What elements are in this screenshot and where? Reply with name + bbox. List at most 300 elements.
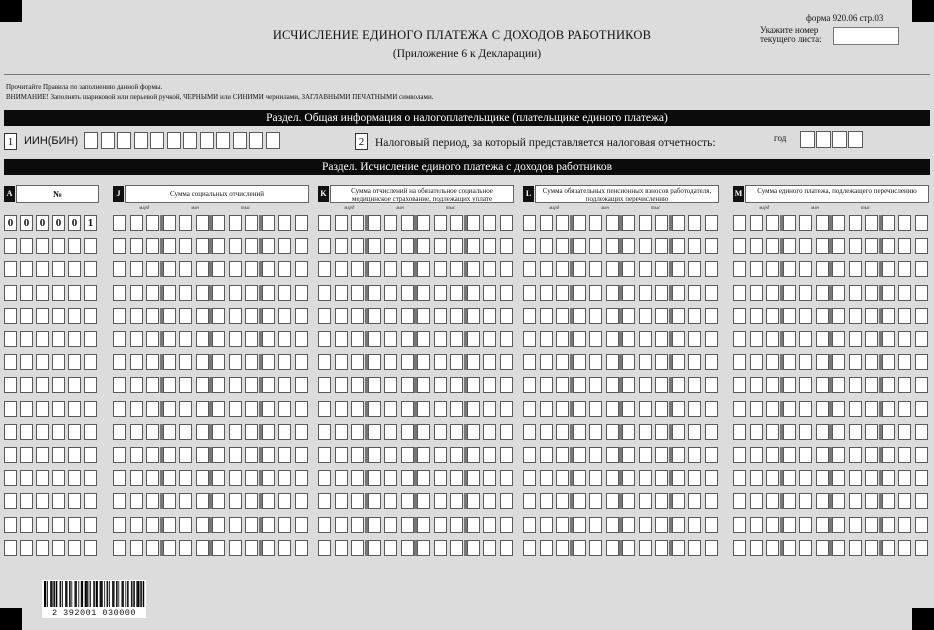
column-m-digit-box[interactable]: [915, 238, 928, 254]
column-m-digit-box[interactable]: [733, 377, 746, 393]
row-number-digit[interactable]: 0: [68, 215, 81, 231]
column-k-digit-box[interactable]: [434, 285, 447, 301]
column-l-digit-box[interactable]: [705, 540, 718, 556]
column-m-digit-box[interactable]: [832, 540, 845, 556]
column-m-digit-box[interactable]: [832, 308, 845, 324]
iin-bin-digit-box[interactable]: [249, 132, 263, 149]
column-l-digit-box[interactable]: [705, 285, 718, 301]
column-k-digit-box[interactable]: [335, 401, 348, 417]
column-l-digit-box[interactable]: [540, 517, 553, 533]
column-k-digit-box[interactable]: [417, 261, 430, 277]
column-j-digit-box[interactable]: [229, 377, 242, 393]
column-j-digit-box[interactable]: [229, 285, 242, 301]
column-k-digit-box[interactable]: [417, 215, 430, 231]
column-m-digit-box[interactable]: [898, 377, 911, 393]
column-l-digit-box[interactable]: [589, 470, 602, 486]
column-k-digit-box[interactable]: [417, 401, 430, 417]
column-k-digit-box[interactable]: [384, 540, 397, 556]
row-number-digit-box[interactable]: [84, 261, 97, 277]
column-k-digit-box[interactable]: [401, 493, 414, 509]
column-k-digit-box[interactable]: [368, 401, 381, 417]
column-k-digit-box[interactable]: [351, 354, 364, 370]
column-m-digit-box[interactable]: [882, 540, 895, 556]
column-j-digit-box[interactable]: [245, 424, 258, 440]
column-k-digit-box[interactable]: [368, 517, 381, 533]
column-m-digit-box[interactable]: [766, 354, 779, 370]
column-l-digit-box[interactable]: [705, 331, 718, 347]
row-number-digit-box[interactable]: [68, 424, 81, 440]
column-l-digit-box[interactable]: [573, 331, 586, 347]
column-k-digit-box[interactable]: [434, 238, 447, 254]
column-j-digit-box[interactable]: [146, 470, 159, 486]
column-j-digit-box[interactable]: [113, 354, 126, 370]
column-m-digit-box[interactable]: [733, 261, 746, 277]
column-k-digit-box[interactable]: [368, 377, 381, 393]
column-k-digit-box[interactable]: [500, 285, 513, 301]
column-m-digit-box[interactable]: [750, 470, 763, 486]
column-l-digit-box[interactable]: [622, 493, 635, 509]
column-m-digit-box[interactable]: [783, 401, 796, 417]
row-number-digit-box[interactable]: [84, 517, 97, 533]
column-l-digit-box[interactable]: [622, 377, 635, 393]
row-number-digit-box[interactable]: [52, 424, 65, 440]
row-number-digit-box[interactable]: [36, 238, 49, 254]
column-m-digit-box[interactable]: [750, 261, 763, 277]
column-m-digit-box[interactable]: [832, 377, 845, 393]
column-l-digit-box[interactable]: [639, 215, 652, 231]
column-m-digit-box[interactable]: [766, 540, 779, 556]
row-number-digit-box[interactable]: [36, 377, 49, 393]
column-j-digit-box[interactable]: [212, 493, 225, 509]
column-j-digit-box[interactable]: [163, 331, 176, 347]
column-k-digit-box[interactable]: [417, 540, 430, 556]
column-j-digit-box[interactable]: [295, 261, 308, 277]
column-k-digit-box[interactable]: [483, 377, 496, 393]
column-k-digit-box[interactable]: [483, 261, 496, 277]
column-j-digit-box[interactable]: [196, 261, 209, 277]
column-k-digit-box[interactable]: [351, 424, 364, 440]
column-k-digit-box[interactable]: [467, 285, 480, 301]
column-j-digit-box[interactable]: [262, 331, 275, 347]
column-m-digit-box[interactable]: [766, 447, 779, 463]
column-j-digit-box[interactable]: [245, 238, 258, 254]
column-m-digit-box[interactable]: [783, 215, 796, 231]
column-j-digit-box[interactable]: [179, 331, 192, 347]
column-m-digit-box[interactable]: [816, 331, 829, 347]
column-j-digit-box[interactable]: [295, 470, 308, 486]
column-l-digit-box[interactable]: [523, 470, 536, 486]
column-k-digit-box[interactable]: [483, 215, 496, 231]
column-k-digit-box[interactable]: [417, 354, 430, 370]
column-j-digit-box[interactable]: [146, 377, 159, 393]
column-j-digit-box[interactable]: [130, 261, 143, 277]
column-j-digit-box[interactable]: [113, 470, 126, 486]
row-number-digit-box[interactable]: [52, 517, 65, 533]
column-k-digit-box[interactable]: [351, 493, 364, 509]
column-j-digit-box[interactable]: [212, 377, 225, 393]
column-j-digit-box[interactable]: [179, 540, 192, 556]
column-j-digit-box[interactable]: [163, 354, 176, 370]
column-k-digit-box[interactable]: [401, 238, 414, 254]
column-k-digit-box[interactable]: [351, 470, 364, 486]
column-l-digit-box[interactable]: [589, 517, 602, 533]
column-k-digit-box[interactable]: [450, 215, 463, 231]
column-m-digit-box[interactable]: [915, 285, 928, 301]
row-number-digit-box[interactable]: [36, 424, 49, 440]
column-k-digit-box[interactable]: [450, 517, 463, 533]
row-number-digit-box[interactable]: [84, 331, 97, 347]
column-m-digit-box[interactable]: [799, 331, 812, 347]
column-k-digit-box[interactable]: [368, 540, 381, 556]
column-k-digit-box[interactable]: [417, 377, 430, 393]
column-k-digit-box[interactable]: [500, 470, 513, 486]
column-l-digit-box[interactable]: [606, 517, 619, 533]
column-m-digit-box[interactable]: [766, 517, 779, 533]
column-l-digit-box[interactable]: [540, 401, 553, 417]
column-k-digit-box[interactable]: [500, 238, 513, 254]
column-l-digit-box[interactable]: [672, 238, 685, 254]
column-l-digit-box[interactable]: [688, 401, 701, 417]
column-l-digit-box[interactable]: [622, 470, 635, 486]
column-j-digit-box[interactable]: [146, 261, 159, 277]
column-j-digit-box[interactable]: [163, 215, 176, 231]
column-k-digit-box[interactable]: [351, 540, 364, 556]
row-number-digit-box[interactable]: [84, 354, 97, 370]
row-number-digit-box[interactable]: [68, 470, 81, 486]
column-l-digit-box[interactable]: [655, 238, 668, 254]
column-l-digit-box[interactable]: [523, 331, 536, 347]
column-j-digit-box[interactable]: [196, 447, 209, 463]
column-m-digit-box[interactable]: [849, 285, 862, 301]
column-k-digit-box[interactable]: [384, 517, 397, 533]
column-m-digit-box[interactable]: [799, 377, 812, 393]
column-l-digit-box[interactable]: [655, 470, 668, 486]
column-l-digit-box[interactable]: [573, 238, 586, 254]
column-k-digit-box[interactable]: [467, 377, 480, 393]
column-k-digit-box[interactable]: [450, 331, 463, 347]
column-m-digit-box[interactable]: [832, 517, 845, 533]
column-l-digit-box[interactable]: [523, 215, 536, 231]
column-m-digit-box[interactable]: [750, 331, 763, 347]
column-j-digit-box[interactable]: [212, 331, 225, 347]
column-l-digit-box[interactable]: [672, 424, 685, 440]
column-k-digit-box[interactable]: [335, 308, 348, 324]
column-j-digit-box[interactable]: [146, 331, 159, 347]
column-k-digit-box[interactable]: [335, 493, 348, 509]
column-k-digit-box[interactable]: [467, 354, 480, 370]
column-j-digit-box[interactable]: [130, 517, 143, 533]
column-k-digit-box[interactable]: [483, 354, 496, 370]
column-m-digit-box[interactable]: [766, 377, 779, 393]
column-j-digit-box[interactable]: [163, 401, 176, 417]
column-l-digit-box[interactable]: [589, 285, 602, 301]
column-k-digit-box[interactable]: [467, 540, 480, 556]
column-m-digit-box[interactable]: [898, 261, 911, 277]
column-k-digit-box[interactable]: [401, 401, 414, 417]
column-l-digit-box[interactable]: [556, 493, 569, 509]
column-k-digit-box[interactable]: [318, 377, 331, 393]
column-m-digit-box[interactable]: [915, 215, 928, 231]
row-number-digit-box[interactable]: [52, 401, 65, 417]
column-m-digit-box[interactable]: [750, 493, 763, 509]
column-l-digit-box[interactable]: [655, 517, 668, 533]
column-l-digit-box[interactable]: [606, 401, 619, 417]
row-number-digit-box[interactable]: [4, 493, 17, 509]
column-j-digit-box[interactable]: [229, 308, 242, 324]
column-j-digit-box[interactable]: [196, 493, 209, 509]
column-m-digit-box[interactable]: [750, 238, 763, 254]
column-m-digit-box[interactable]: [750, 517, 763, 533]
row-number-digit-box[interactable]: [68, 238, 81, 254]
column-k-digit-box[interactable]: [401, 540, 414, 556]
column-l-digit-box[interactable]: [540, 261, 553, 277]
column-k-digit-box[interactable]: [351, 331, 364, 347]
column-m-digit-box[interactable]: [733, 308, 746, 324]
column-m-digit-box[interactable]: [832, 493, 845, 509]
column-j-digit-box[interactable]: [130, 424, 143, 440]
column-m-digit-box[interactable]: [733, 215, 746, 231]
column-l-digit-box[interactable]: [655, 493, 668, 509]
column-j-digit-box[interactable]: [163, 308, 176, 324]
column-l-digit-box[interactable]: [556, 424, 569, 440]
column-k-digit-box[interactable]: [434, 308, 447, 324]
column-m-digit-box[interactable]: [882, 517, 895, 533]
column-l-digit-box[interactable]: [523, 493, 536, 509]
column-l-digit-box[interactable]: [523, 377, 536, 393]
column-j-digit-box[interactable]: [196, 308, 209, 324]
row-number-digit-box[interactable]: [36, 331, 49, 347]
column-l-digit-box[interactable]: [556, 308, 569, 324]
column-l-digit-box[interactable]: [688, 517, 701, 533]
column-k-digit-box[interactable]: [450, 308, 463, 324]
column-l-digit-box[interactable]: [573, 285, 586, 301]
column-k-digit-box[interactable]: [318, 285, 331, 301]
column-j-digit-box[interactable]: [196, 354, 209, 370]
column-m-digit-box[interactable]: [849, 424, 862, 440]
column-k-digit-box[interactable]: [318, 540, 331, 556]
column-j-digit-box[interactable]: [196, 285, 209, 301]
column-j-digit-box[interactable]: [295, 285, 308, 301]
column-k-digit-box[interactable]: [351, 447, 364, 463]
column-k-digit-box[interactable]: [450, 238, 463, 254]
column-l-digit-box[interactable]: [688, 493, 701, 509]
column-k-digit-box[interactable]: [401, 517, 414, 533]
column-j-digit-box[interactable]: [295, 215, 308, 231]
column-m-digit-box[interactable]: [733, 238, 746, 254]
column-m-digit-box[interactable]: [882, 285, 895, 301]
column-j-digit-box[interactable]: [163, 261, 176, 277]
column-k-digit-box[interactable]: [351, 238, 364, 254]
column-k-digit-box[interactable]: [401, 447, 414, 463]
column-k-digit-box[interactable]: [417, 424, 430, 440]
column-l-digit-box[interactable]: [639, 238, 652, 254]
column-k-digit-box[interactable]: [467, 424, 480, 440]
column-j-digit-box[interactable]: [212, 447, 225, 463]
column-l-digit-box[interactable]: [556, 377, 569, 393]
row-number-digit-box[interactable]: [68, 517, 81, 533]
column-m-digit-box[interactable]: [783, 493, 796, 509]
column-k-digit-box[interactable]: [450, 377, 463, 393]
row-number-digit-box[interactable]: [52, 331, 65, 347]
column-m-digit-box[interactable]: [849, 331, 862, 347]
column-j-digit-box[interactable]: [196, 517, 209, 533]
column-l-digit-box[interactable]: [589, 331, 602, 347]
column-k-digit-box[interactable]: [434, 470, 447, 486]
column-j-digit-box[interactable]: [113, 517, 126, 533]
column-k-digit-box[interactable]: [483, 517, 496, 533]
row-number-digit-box[interactable]: [20, 331, 33, 347]
row-number-digit-box[interactable]: [68, 261, 81, 277]
iin-bin-digit-box[interactable]: [233, 132, 247, 149]
row-number-digit-box[interactable]: [20, 238, 33, 254]
column-m-digit-box[interactable]: [865, 377, 878, 393]
column-j-digit-box[interactable]: [278, 377, 291, 393]
column-j-digit-box[interactable]: [278, 261, 291, 277]
column-j-digit-box[interactable]: [130, 238, 143, 254]
column-l-digit-box[interactable]: [556, 470, 569, 486]
column-m-digit-box[interactable]: [882, 493, 895, 509]
column-k-digit-box[interactable]: [467, 261, 480, 277]
year-digit-box[interactable]: [848, 131, 863, 148]
column-j-digit-box[interactable]: [113, 424, 126, 440]
column-m-digit-box[interactable]: [799, 424, 812, 440]
column-m-digit-box[interactable]: [865, 308, 878, 324]
column-j-digit-box[interactable]: [130, 401, 143, 417]
column-j-digit-box[interactable]: [146, 540, 159, 556]
column-j-digit-box[interactable]: [229, 493, 242, 509]
column-k-digit-box[interactable]: [450, 261, 463, 277]
column-m-digit-box[interactable]: [816, 447, 829, 463]
column-k-digit-box[interactable]: [384, 447, 397, 463]
column-k-digit-box[interactable]: [384, 331, 397, 347]
column-m-digit-box[interactable]: [865, 354, 878, 370]
column-k-digit-box[interactable]: [500, 331, 513, 347]
column-k-digit-box[interactable]: [434, 517, 447, 533]
column-l-digit-box[interactable]: [606, 261, 619, 277]
column-l-digit-box[interactable]: [606, 331, 619, 347]
column-j-digit-box[interactable]: [295, 331, 308, 347]
column-k-digit-box[interactable]: [368, 447, 381, 463]
column-j-digit-box[interactable]: [113, 331, 126, 347]
column-k-digit-box[interactable]: [500, 447, 513, 463]
column-m-digit-box[interactable]: [882, 215, 895, 231]
column-k-digit-box[interactable]: [335, 470, 348, 486]
column-j-digit-box[interactable]: [179, 238, 192, 254]
column-k-digit-box[interactable]: [417, 470, 430, 486]
column-l-digit-box[interactable]: [639, 377, 652, 393]
column-m-digit-box[interactable]: [750, 215, 763, 231]
column-j-digit-box[interactable]: [245, 540, 258, 556]
column-l-digit-box[interactable]: [655, 354, 668, 370]
row-number-digit[interactable]: 0: [20, 215, 33, 231]
column-j-digit-box[interactable]: [245, 377, 258, 393]
column-k-digit-box[interactable]: [401, 331, 414, 347]
column-j-digit-box[interactable]: [262, 470, 275, 486]
row-number-digit-box[interactable]: [84, 470, 97, 486]
column-m-digit-box[interactable]: [783, 540, 796, 556]
column-l-digit-box[interactable]: [589, 493, 602, 509]
column-m-digit-box[interactable]: [766, 424, 779, 440]
column-j-digit-box[interactable]: [146, 285, 159, 301]
column-l-digit-box[interactable]: [672, 331, 685, 347]
column-j-digit-box[interactable]: [113, 447, 126, 463]
row-number-digit-box[interactable]: [4, 261, 17, 277]
column-m-digit-box[interactable]: [832, 331, 845, 347]
column-j-digit-box[interactable]: [196, 424, 209, 440]
column-l-digit-box[interactable]: [639, 447, 652, 463]
column-l-digit-box[interactable]: [639, 424, 652, 440]
column-j-digit-box[interactable]: [295, 517, 308, 533]
column-m-digit-box[interactable]: [733, 493, 746, 509]
column-l-digit-box[interactable]: [672, 308, 685, 324]
column-j-digit-box[interactable]: [163, 377, 176, 393]
column-m-digit-box[interactable]: [733, 285, 746, 301]
row-number-digit-box[interactable]: [20, 540, 33, 556]
iin-bin-digit-box[interactable]: [117, 132, 131, 149]
column-l-digit-box[interactable]: [622, 540, 635, 556]
column-m-digit-box[interactable]: [799, 470, 812, 486]
column-m-digit-box[interactable]: [915, 470, 928, 486]
row-number-digit-box[interactable]: [52, 238, 65, 254]
column-k-digit-box[interactable]: [335, 285, 348, 301]
column-l-digit-box[interactable]: [639, 354, 652, 370]
column-k-digit-box[interactable]: [450, 493, 463, 509]
column-l-digit-box[interactable]: [606, 285, 619, 301]
column-j-digit-box[interactable]: [212, 540, 225, 556]
column-l-digit-box[interactable]: [639, 261, 652, 277]
column-m-digit-box[interactable]: [865, 470, 878, 486]
column-k-digit-box[interactable]: [467, 470, 480, 486]
column-m-digit-box[interactable]: [816, 238, 829, 254]
row-number-digit-box[interactable]: [20, 424, 33, 440]
column-k-digit-box[interactable]: [500, 517, 513, 533]
column-j-digit-box[interactable]: [295, 493, 308, 509]
column-k-digit-box[interactable]: [417, 308, 430, 324]
column-k-digit-box[interactable]: [384, 215, 397, 231]
row-number-digit[interactable]: 0: [36, 215, 49, 231]
iin-bin-digit-box[interactable]: [84, 132, 98, 149]
column-l-digit-box[interactable]: [705, 354, 718, 370]
column-k-digit-box[interactable]: [467, 493, 480, 509]
column-l-digit-box[interactable]: [622, 401, 635, 417]
column-l-digit-box[interactable]: [688, 238, 701, 254]
column-j-digit-box[interactable]: [130, 493, 143, 509]
column-l-digit-box[interactable]: [655, 401, 668, 417]
column-m-digit-box[interactable]: [799, 354, 812, 370]
column-j-digit-box[interactable]: [245, 470, 258, 486]
column-k-digit-box[interactable]: [401, 308, 414, 324]
column-k-digit-box[interactable]: [500, 377, 513, 393]
column-l-digit-box[interactable]: [705, 308, 718, 324]
column-m-digit-box[interactable]: [783, 470, 796, 486]
row-number-digit-box[interactable]: [20, 401, 33, 417]
column-j-digit-box[interactable]: [146, 308, 159, 324]
column-l-digit-box[interactable]: [705, 215, 718, 231]
row-number-digit-box[interactable]: [20, 285, 33, 301]
row-number-digit-box[interactable]: [4, 447, 17, 463]
iin-bin-digit-box[interactable]: [216, 132, 230, 149]
column-l-digit-box[interactable]: [589, 401, 602, 417]
column-l-digit-box[interactable]: [606, 308, 619, 324]
column-m-digit-box[interactable]: [832, 238, 845, 254]
column-j-digit-box[interactable]: [113, 261, 126, 277]
column-m-digit-box[interactable]: [898, 517, 911, 533]
column-j-digit-box[interactable]: [262, 424, 275, 440]
column-j-digit-box[interactable]: [212, 470, 225, 486]
iin-bin-digit-box[interactable]: [183, 132, 197, 149]
row-number-digit-box[interactable]: [52, 540, 65, 556]
column-j-digit-box[interactable]: [229, 215, 242, 231]
